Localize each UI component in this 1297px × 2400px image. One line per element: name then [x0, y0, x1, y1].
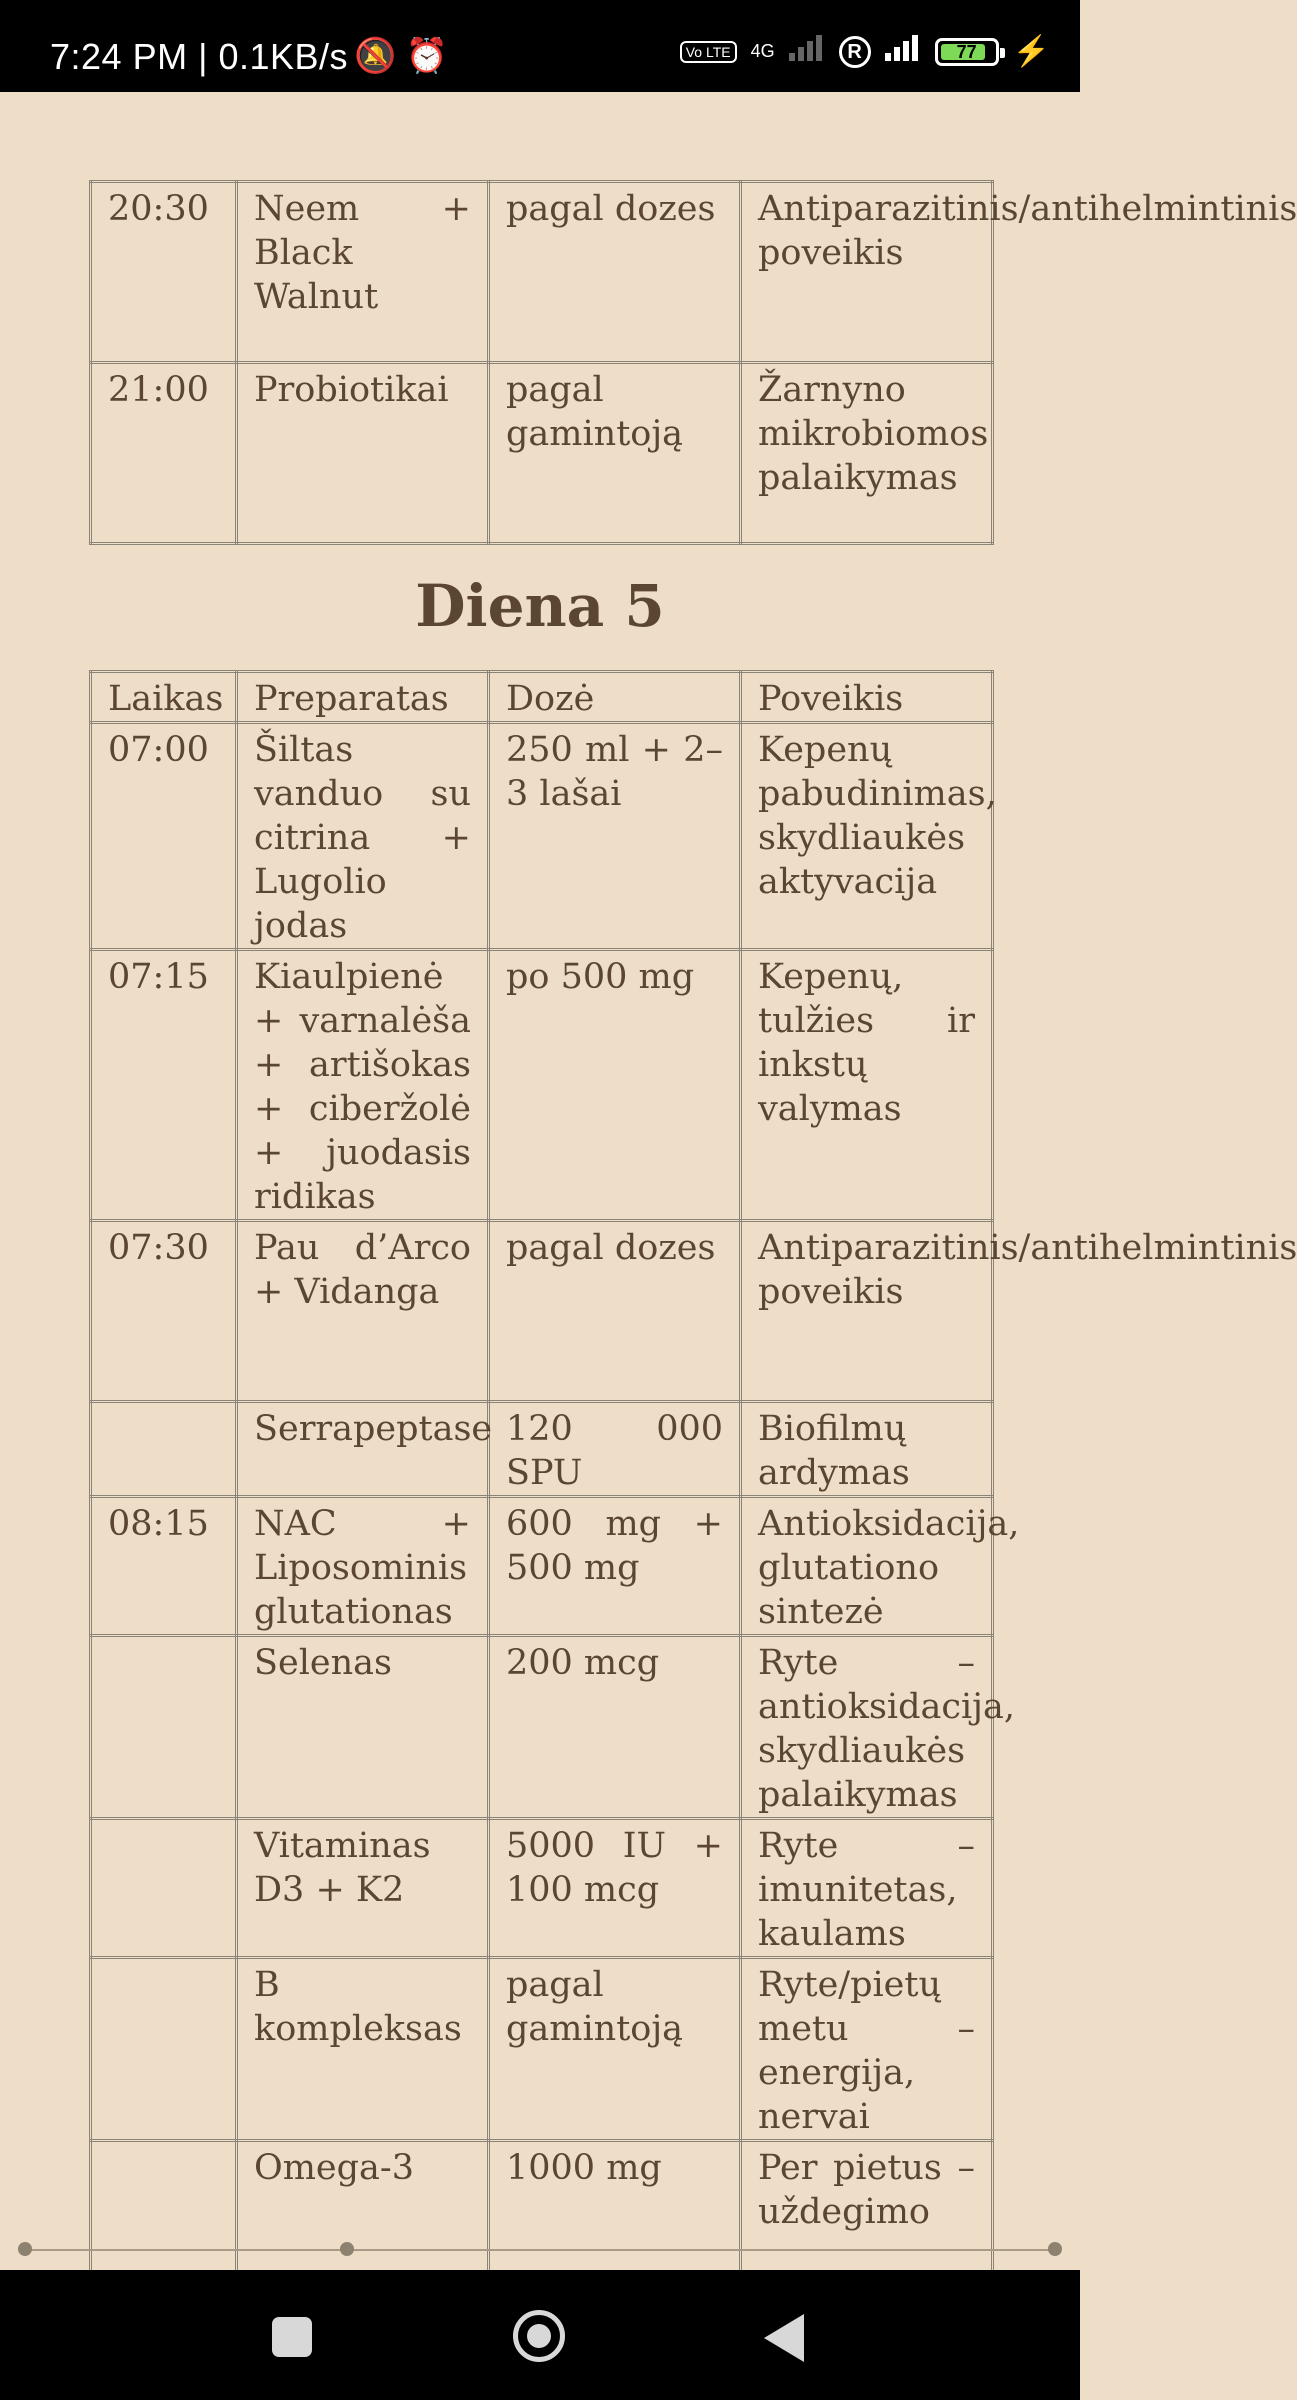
- recents-button[interactable]: [272, 2317, 312, 2357]
- slider-thumb[interactable]: [340, 2242, 354, 2256]
- preparation-cell: Kiaulpienė + varnalėša + artišokas + ciberžolė + juodasis ridikas: [237, 950, 489, 1221]
- table-row: [91, 363, 993, 544]
- effect-cell: Biofilmų ardymas: [741, 1402, 993, 1497]
- time-cell: [91, 1819, 237, 1958]
- battery-icon: [935, 38, 999, 66]
- column-header-preparation: Preparatas: [237, 672, 489, 723]
- dose-cell: 600 mg + 500 mg: [489, 1497, 741, 1636]
- signal-icon: [885, 35, 921, 69]
- status-icons-left: [354, 36, 448, 76]
- status-icons-right: [680, 34, 1050, 69]
- back-button[interactable]: [764, 2314, 804, 2362]
- dose-cell: pagal gamintoją: [489, 1958, 741, 2141]
- status-bar: [0, 0, 1080, 92]
- time-cell: [91, 1636, 237, 1819]
- column-header-time: Laikas: [91, 672, 237, 723]
- time-cell: [91, 1958, 237, 2141]
- table-row: [91, 1958, 993, 2141]
- mute-icon: 🔕: [354, 37, 397, 75]
- dose-cell: 1000 mg: [489, 2141, 741, 2322]
- preparation-cell: B kompleksas: [237, 1958, 489, 2141]
- table-row: [91, 1402, 993, 1497]
- document-page[interactable]: [0, 92, 1297, 2232]
- battery-level: 77: [956, 41, 977, 62]
- time-cell: 20:30: [91, 182, 237, 363]
- preparation-cell: Serrapeptase: [237, 1402, 489, 1497]
- registered-icon: R: [839, 36, 871, 68]
- slider-start-marker: [18, 2242, 32, 2256]
- effect-cell: Per pietus – uždegimo: [741, 2141, 993, 2322]
- network-type: 4G: [750, 41, 775, 61]
- preparation-cell: NAC + Liposominis glutationas: [237, 1497, 489, 1636]
- table-row: [91, 950, 993, 1221]
- time-cell: 08:15: [91, 1497, 237, 1636]
- dose-cell: po 500 mg: [489, 950, 741, 1221]
- time-cell: 07:00: [91, 723, 237, 950]
- table-row: [91, 1636, 993, 1819]
- time-cell: 21:00: [91, 363, 237, 544]
- charging-icon: ⚡: [1012, 35, 1050, 68]
- effect-cell: Ryte – antioksidacija, skydliaukės palaikymas: [741, 1636, 993, 1819]
- preparation-cell: Neem + Black Walnut: [237, 182, 489, 363]
- preparation-cell: Probiotikai: [237, 363, 489, 544]
- preparation-cell: Vitaminas D3 + K2: [237, 1819, 489, 1958]
- slider-end-marker: [1048, 2242, 1062, 2256]
- section-title: Diena 5: [415, 572, 665, 640]
- effect-cell: Kepenų pabudinimas, skydliaukės aktyvacija: [741, 723, 993, 950]
- effect-cell: Kepenų, tulžies ir inkstų valymas: [741, 950, 993, 1221]
- status-time-speed: 7:24 PM | 0.1KB/s: [50, 36, 349, 77]
- dose-cell: 250 ml + 2–3 lašai: [489, 723, 741, 950]
- signal-icon: [789, 35, 825, 69]
- table-row: [91, 723, 993, 950]
- alarm-icon: ⏰: [405, 37, 449, 75]
- table-row: [91, 1819, 993, 1958]
- preparation-cell: Šiltas vanduo su citrina + Lugolio jodas: [237, 723, 489, 950]
- effect-cell: Antiparazitinis/antihelmintinis poveikis: [741, 182, 993, 363]
- effect-cell: Ryte/pietų metu – energija, nervai: [741, 1958, 993, 2141]
- time-cell: 07:30: [91, 1221, 237, 1402]
- preparation-cell: Selenas: [237, 1636, 489, 1819]
- time-cell: 07:15: [91, 950, 237, 1221]
- dose-cell: 5000 IU + 100 mcg: [489, 1819, 741, 1958]
- preparation-cell: Pau d’Arco + Vidanga: [237, 1221, 489, 1402]
- slider-track[interactable]: [24, 2249, 1056, 2251]
- table-row: [91, 1497, 993, 1636]
- dose-cell: pagal dozes: [489, 1221, 741, 1402]
- table-row: [91, 1221, 993, 1402]
- table-row: [91, 182, 993, 363]
- dose-cell: 200 mcg: [489, 1636, 741, 1819]
- effect-cell: Žarnyno mikrobiomos palaikymas: [741, 363, 993, 544]
- navigation-bar: [0, 2270, 1080, 2400]
- volte-icon: Vo LTE: [680, 41, 737, 63]
- dose-cell: 120 000 SPU: [489, 1402, 741, 1497]
- column-header-effect: Poveikis: [741, 672, 993, 723]
- network-speed: 0.1KB/s: [218, 36, 349, 77]
- effect-cell: Antioksidacija, glutationo sintezė: [741, 1497, 993, 1636]
- schedule-table-previous-day: [89, 180, 1297, 545]
- time-cell: [91, 1402, 237, 1497]
- home-button[interactable]: [513, 2310, 565, 2362]
- clock: 7:24 PM: [50, 36, 188, 77]
- effect-cell: Ryte – imunitetas, kaulams: [741, 1819, 993, 1958]
- dose-cell: pagal gamintoją: [489, 363, 741, 544]
- preparation-cell: Omega-3: [237, 2141, 489, 2322]
- effect-cell: Antiparazitinis/antihelmintinis poveikis: [741, 1221, 993, 1402]
- page-progress-slider[interactable]: [0, 2230, 1080, 2270]
- column-header-dose: Dozė: [489, 672, 741, 723]
- table-header-row: [91, 672, 993, 723]
- schedule-table-day-5: [89, 670, 1297, 2323]
- dose-cell: pagal dozes: [489, 182, 741, 363]
